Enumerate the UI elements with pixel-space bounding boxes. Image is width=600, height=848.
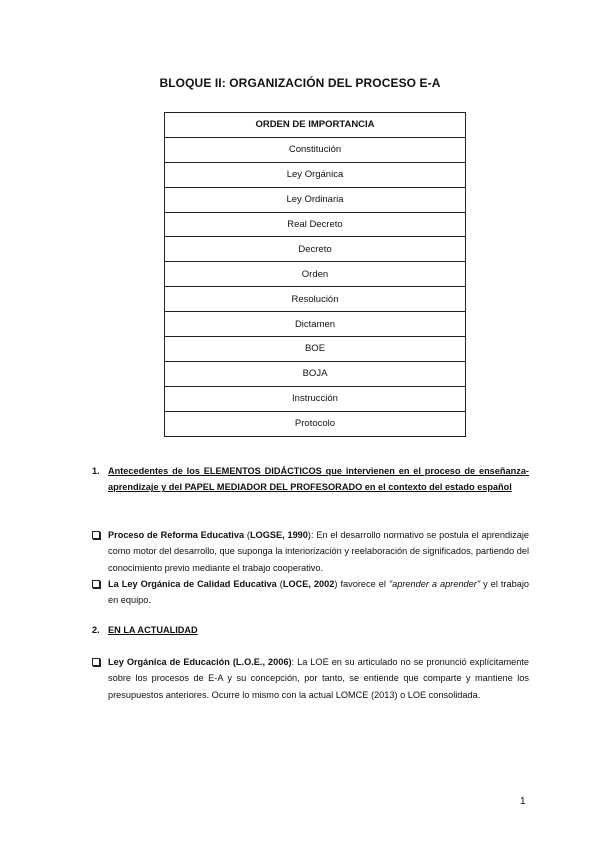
page-title: BLOQUE II: ORGANIZACIÓN DEL PROCESO E-A [159, 76, 441, 90]
section-1-bullets [92, 527, 529, 608]
table-row: Protocolo [165, 411, 466, 436]
table-row: Real Decreto [165, 212, 466, 237]
table-row: Dictamen [165, 312, 466, 337]
table-row: Constitución [165, 137, 466, 162]
table-row: Instrucción [165, 386, 466, 411]
table-row: Decreto [165, 237, 466, 262]
checkbox-bullet-icon [92, 531, 100, 539]
table-header: ORDEN DE IMPORTANCIA [165, 113, 466, 138]
section-2-bullets [92, 654, 529, 703]
table-row: Ley Ordinaria [165, 187, 466, 212]
table-row: Ley Orgánica [165, 162, 466, 187]
table-row: Orden [165, 262, 466, 287]
section-number: 1. [92, 466, 100, 476]
section-heading: EN LA ACTUALIDAD [108, 625, 198, 635]
section-1 [92, 463, 529, 496]
list-item: La Ley Orgánica de Calidad Educativa (LOCE, 2002) favorece el "aprender a aprender" y el trabajo en equipo. [92, 576, 529, 609]
table-row: BOE [165, 337, 466, 362]
section-heading: Antecedentes de los ELEMENTOS DIDÁCTICOS que intervienen en el proceso de enseñanza-aprendizaje y del PAPEL MEDIADOR DEL PROFESORADO en el contexto del estado español [108, 466, 529, 493]
checkbox-bullet-icon [92, 658, 100, 666]
table-row: Resolución [165, 287, 466, 312]
section-2 [92, 622, 529, 638]
page-number: 1 [520, 796, 526, 807]
list-item: Proceso de Reforma Educativa (LOGSE, 1990): En el desarrollo normativo se postula el aprendizaje como motor del desarrollo, que suponga la interiorización y reelaboración de significados, partiendo del conocimiento previo mediante el trabajo cooperativo. [92, 527, 529, 576]
order-of-importance-table [164, 112, 466, 437]
list-item: Ley Orgánica de Educación (L.O.E., 2006): La LOE en su articulado no se pronunció explícitamente sobre los procesos de E-A y su concepción, por tanto, se entiende que comparte y mantiene los presupuestos anteriores. Ocurre lo mismo con la actual LOMCE (2013) o LOE consolidada. [92, 654, 529, 703]
table-row: BOJA [165, 361, 466, 386]
checkbox-bullet-icon [92, 580, 100, 588]
section-number: 2. [92, 625, 100, 635]
